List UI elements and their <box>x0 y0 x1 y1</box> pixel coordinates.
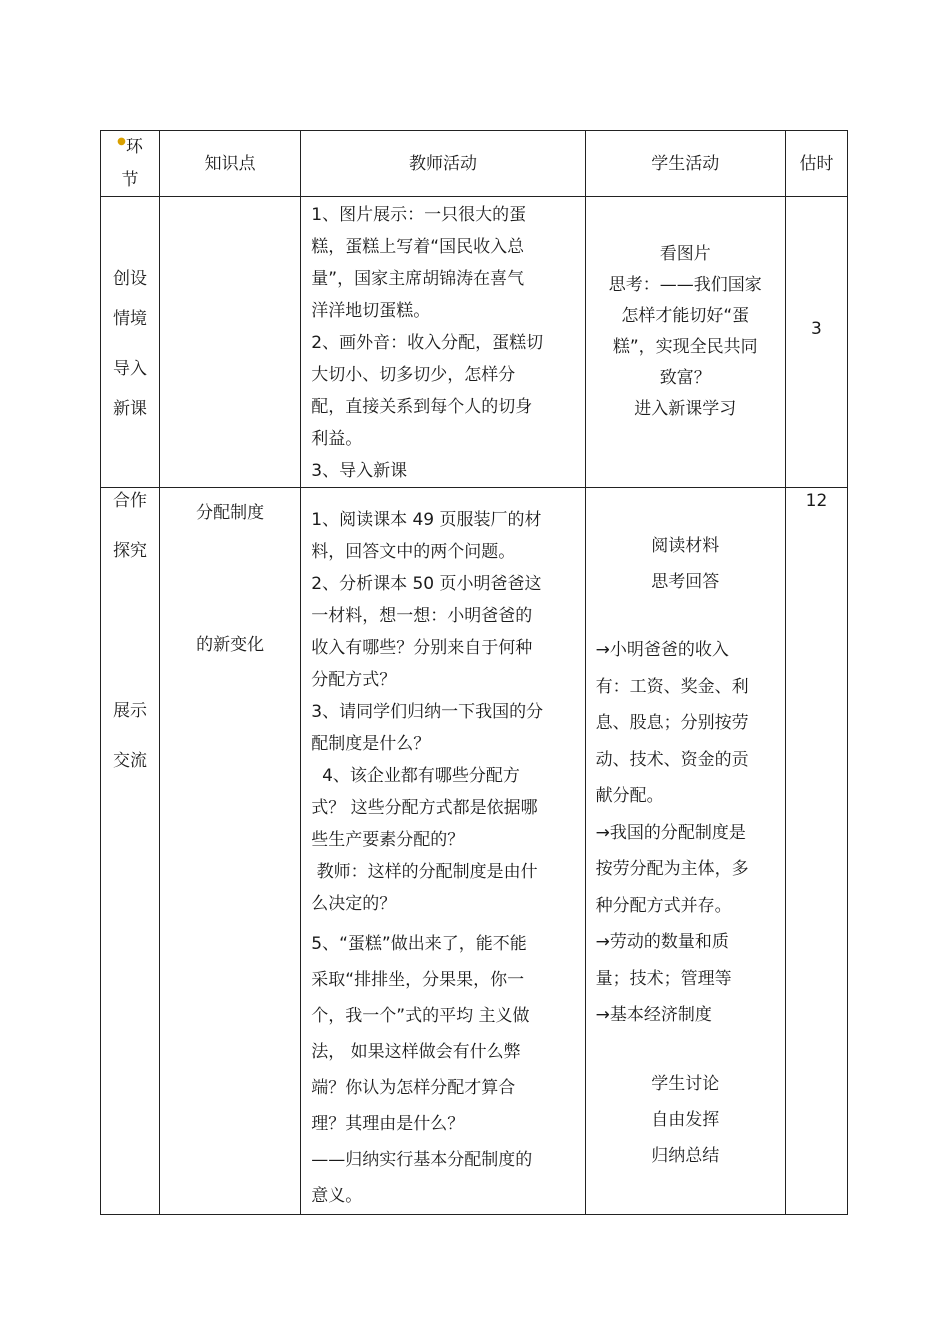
lesson-plan-table <box>100 130 848 1215</box>
student-line: 归纳总结 <box>651 1145 720 1166</box>
student-line: 看图片 <box>659 244 711 264</box>
header-student: 学生活动 <box>585 131 785 197</box>
section-line: 导入 <box>113 359 148 379</box>
teacher-line: 理？其理由是什么？ <box>311 1114 465 1134</box>
section-line: 新课 <box>113 399 148 419</box>
student-line: 思考：——我们国家 <box>608 275 762 295</box>
teacher-line: 量”，国家主席胡锦涛在喜气 <box>311 269 525 289</box>
table-row <box>101 488 848 1215</box>
teacher-line: 一材料，想一想：小明爸爸的 <box>311 606 533 626</box>
student-line: 量；技术；管理等 <box>595 968 732 989</box>
student-line: 自由发挥 <box>651 1109 720 1130</box>
student-line: 献分配。 <box>595 786 664 806</box>
teacher-line: 分配方式？ <box>311 670 397 690</box>
section-cell <box>101 488 160 1215</box>
student-line: 阅读材料 <box>651 536 720 556</box>
student-cell <box>585 488 785 1215</box>
student-line: →劳动的数量和质 <box>595 932 729 952</box>
header-section <box>101 131 160 197</box>
student-line: →我国的分配制度是 <box>595 822 746 843</box>
section-line: 展示 <box>113 701 148 721</box>
teacher-line: 配，直接关系到每个人的切身 <box>311 397 533 417</box>
knowledge-cell <box>160 197 301 488</box>
student-line: →小明爸爸的收入 <box>595 640 729 660</box>
section-line: 探究 <box>113 541 148 561</box>
teacher-line: 1、阅读课本 49 页服装厂的材 <box>311 510 542 530</box>
header-knowledge: 知识点 <box>160 131 301 197</box>
time-value: 3 <box>811 319 822 339</box>
section-line: 交流 <box>113 751 148 771</box>
teacher-line: 意义。 <box>311 1186 363 1206</box>
student-line: 致富？ <box>659 368 711 388</box>
knowledge-line: 的新变化 <box>196 635 265 655</box>
student-line: 按劳分配为主体，多 <box>595 859 749 879</box>
teacher-line: 4、该企业都有哪些分配方 <box>311 766 520 786</box>
teacher-cell <box>301 197 585 488</box>
teacher-line: 配制度是什么？ <box>311 734 431 754</box>
student-line: 种分配方式并存。 <box>595 895 732 916</box>
section-cell <box>101 197 160 488</box>
student-line: 息、股息；分别按劳 <box>595 713 749 733</box>
table-header-row <box>101 131 848 197</box>
header-section-line-2: 节 <box>121 170 139 190</box>
header-teacher: 教师活动 <box>301 131 585 197</box>
time-cell <box>785 488 847 1215</box>
teacher-line: 个，我一个”式的平均 主义做 <box>311 1006 530 1026</box>
teacher-line: 料，回答文中的两个问题。 <box>311 542 516 562</box>
teacher-line: 采取“排排坐，分果果，你一 <box>311 970 525 990</box>
student-line: 进入新课学习 <box>634 399 737 419</box>
student-line: 思考回答 <box>651 572 720 592</box>
teacher-line: ——归纳实行基本分配制度的 <box>311 1150 533 1170</box>
teacher-line: 5、“蛋糕”做出来了，能不能 <box>311 934 527 954</box>
student-cell <box>585 197 785 488</box>
student-line: 动、技术、资金的贡 <box>595 749 749 770</box>
teacher-line: 些生产要素分配的？ <box>311 830 465 850</box>
teacher-line: 端？你认为怎样分配才算合 <box>311 1078 516 1098</box>
student-line: 有：工资、奖金、利 <box>595 676 749 697</box>
student-line: 怎样才能切好“蛋 <box>621 306 750 326</box>
mark-dot: ● <box>117 136 126 147</box>
student-line: 学生讨论 <box>651 1073 720 1094</box>
teacher-line: 大切小、切多切少，怎样分 <box>311 365 516 385</box>
section-line: 创设 <box>113 269 148 289</box>
section-line: 情境 <box>113 309 148 329</box>
teacher-line: 洋洋地切蛋糕。 <box>311 301 431 321</box>
teacher-cell <box>301 488 585 1215</box>
time-cell <box>785 197 847 488</box>
time-value: 12 <box>805 491 828 511</box>
teacher-line: 利益。 <box>311 429 363 449</box>
teacher-line: 2、分析课本 50 页小明爸爸这 <box>311 574 542 594</box>
teacher-line: 么决定的？ <box>311 894 397 914</box>
teacher-line: 3、请同学们归纳一下我国的分 <box>311 702 544 722</box>
teacher-line: 教师：这样的分配制度是由什 <box>311 862 538 882</box>
knowledge-line: 分配制度 <box>196 503 265 523</box>
header-time: 估时 <box>785 131 847 197</box>
teacher-line: 收入有哪些？分别来自于何种 <box>311 638 533 658</box>
teacher-line: 糕，蛋糕上写着“国民收入总 <box>311 237 525 257</box>
student-line: 糕”，实现全民共同 <box>612 337 758 357</box>
knowledge-cell <box>160 488 301 1215</box>
header-section-line-1: 环 <box>125 137 143 157</box>
teacher-line: 2、画外音：收入分配，蛋糕切 <box>311 333 544 353</box>
table-row <box>101 197 848 488</box>
section-line: 合作 <box>113 491 148 511</box>
student-line: →基本经济制度 <box>595 1005 712 1025</box>
teacher-line: 法， 如果这样做会有什么弊 <box>311 1042 521 1062</box>
teacher-line: 3、导入新课 <box>311 461 408 481</box>
teacher-line: 1、图片展示：一只很大的蛋 <box>311 205 527 225</box>
teacher-line: 式？ 这些分配方式都是依据哪 <box>311 798 538 818</box>
